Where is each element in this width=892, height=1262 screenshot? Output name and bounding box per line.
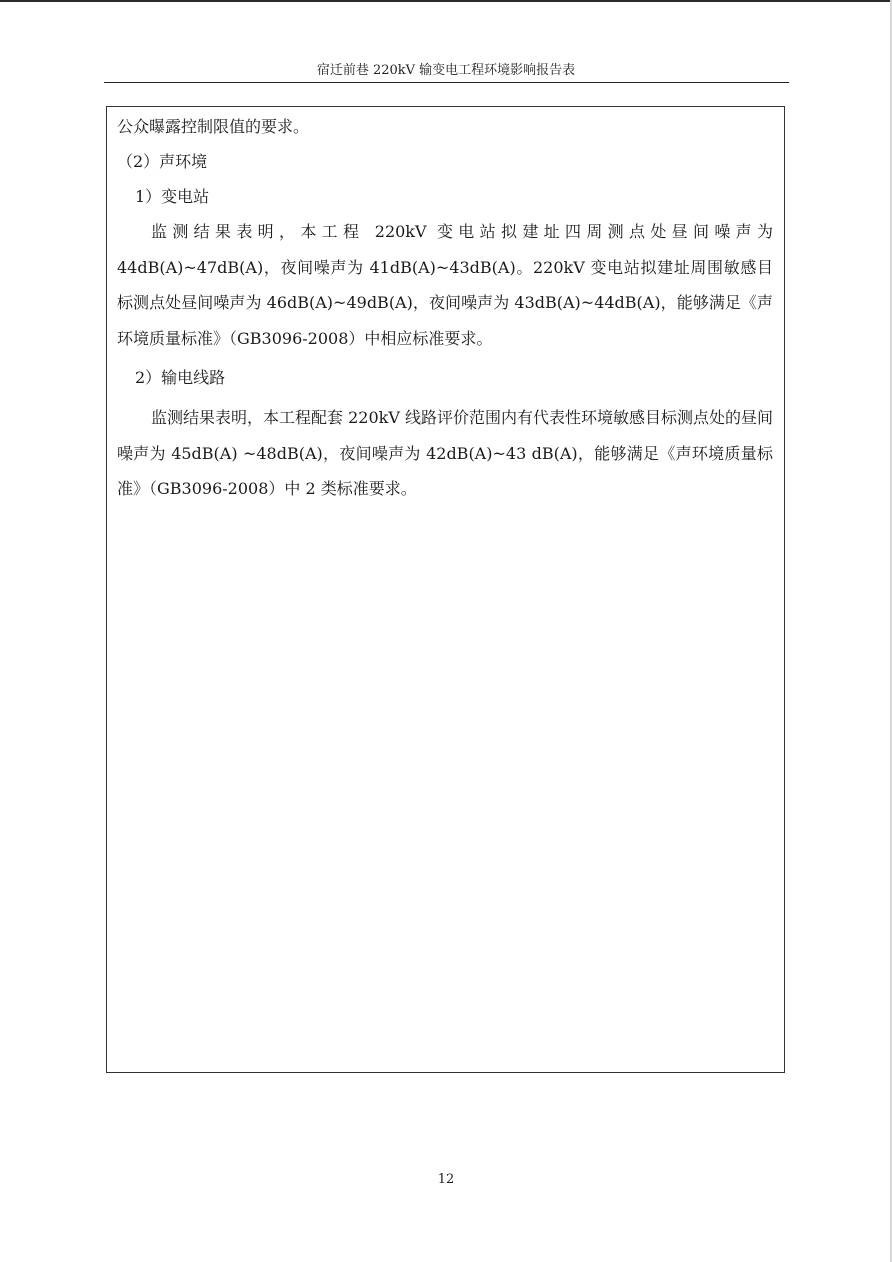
continuation-line: 公众曝露控制限值的要求。	[117, 117, 310, 136]
subheading-substation: 1）变电站	[135, 187, 210, 206]
section-heading-sound-environment: （2）声环境	[117, 152, 208, 171]
subheading-transmission-line: 2）输电线路	[135, 368, 226, 387]
page-top-border	[0, 0, 892, 2]
paragraph-substation-results: 监测结果表明，本工程 220kV 变电站拟建址四周测点处昼间噪声为 44dB(A)~47dB(A)，夜间噪声为 41dB(A)~43dB(A)。220kV 变电站拟建址周围敏感目标测点处昼间噪声为 46dB(A)~49dB(A)，夜间噪声为 43dB(A)~44dB(A)，能够满足《声环境质量标准》（GB3096-2008）中相应标准要求。	[117, 222, 773, 348]
paragraph-line-results: 监测结果表明，本工程配套 220kV 线路评价范围内有代表性环境敏感目标测点处的昼间噪声为 45dB(A) ~48dB(A)，夜间噪声为 42dB(A)~43 dB(A)，能够满足《声环境质量标准》（GB3096-2008）中 2 类标准要求。	[117, 408, 773, 498]
page-number: 12	[437, 1172, 455, 1187]
running-header: 宿迁前巷 220kV 输变电工程环境影响报告表	[316, 63, 576, 78]
header-rule	[104, 82, 789, 83]
content-table-cell	[106, 106, 785, 1073]
